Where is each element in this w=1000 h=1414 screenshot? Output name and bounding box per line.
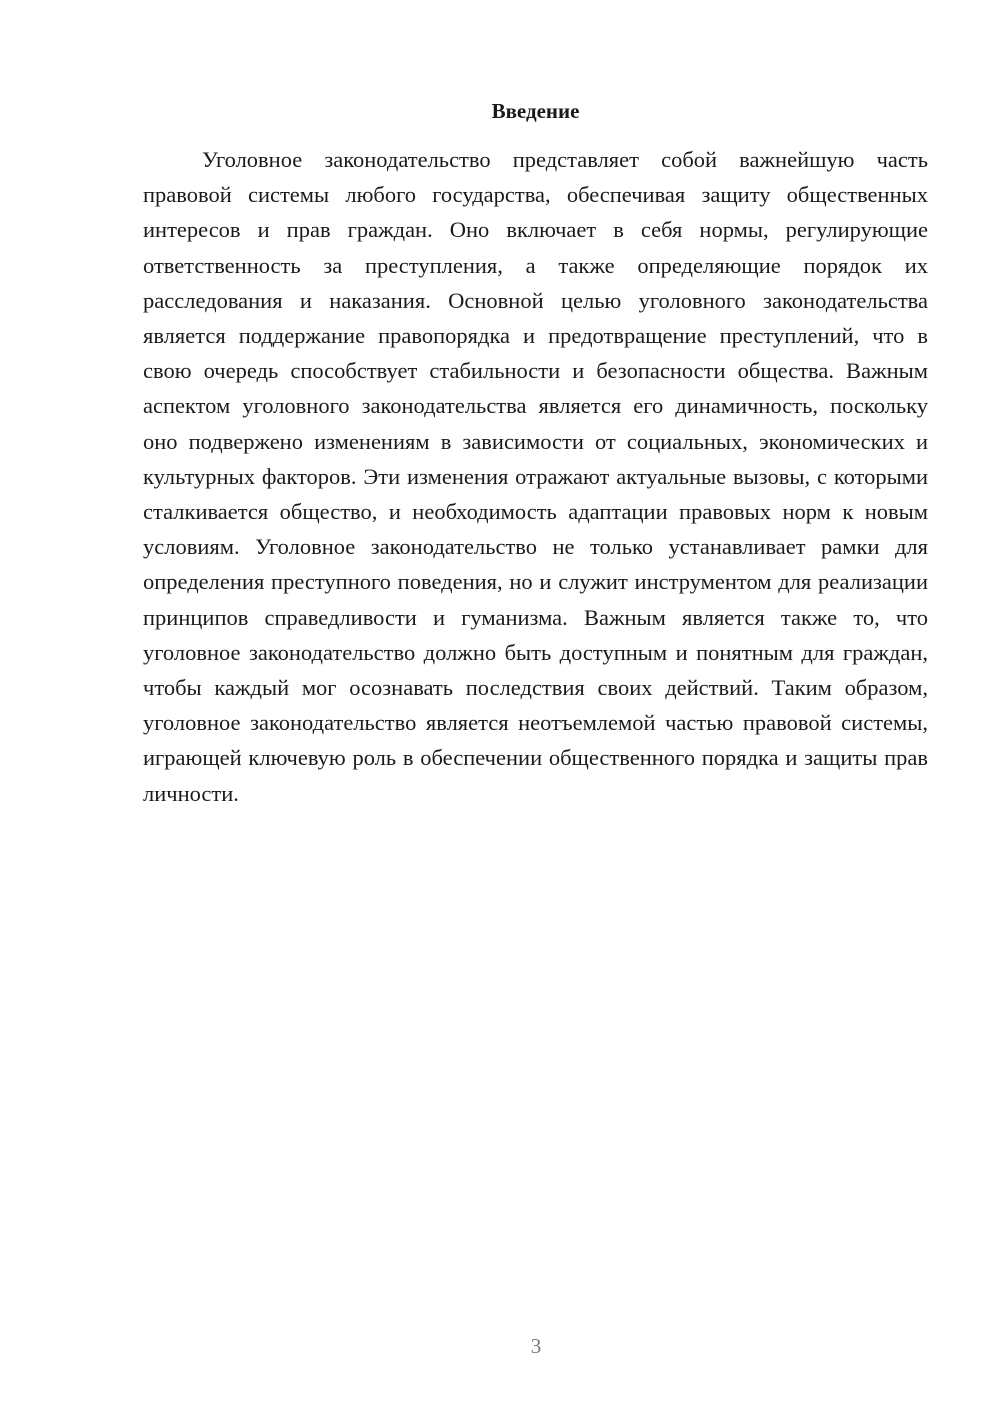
page-number: 3 xyxy=(530,1334,542,1358)
section-heading: Введение xyxy=(491,99,580,123)
body-paragraph: Уголовное законодательство представляет собой важнейшую часть правовой системы любого государства, обеспечивая защиту общественных интересов и прав граждан. Оно включает в себя нормы, регулирующие ответственность за преступления, а также определяющие порядок их расследования и наказания. Основной целью уголовного законодательства является поддержание правопорядка и предотвращение преступлений, что в свою очередь способствует стабильности и безопасности общества. Важным аспектом уголовного законодательства является его динамичность, поскольку оно подвержено изменениям в зависимости от социальных, экономических и культурных факторов. Эти изменения отражают актуальные вызовы, с которыми сталкивается общество, и необходимость адаптации правовых норм к новым условиям. Уголовное законодательство не только устанавливает рамки для определения преступного поведения, но и служит инструментом для реализации принципов справедливости и гуманизма. Важным является также то, что уголовное законодательство должно быть доступным и понятным для граждан, чтобы каждый мог осознавать последствия своих действий. Таким образом, уголовное законодательство является неотъемлемой частью правовой системы, играющей ключевую роль в обеспечении общественного порядка и защиты прав личности. xyxy=(143,147,928,806)
